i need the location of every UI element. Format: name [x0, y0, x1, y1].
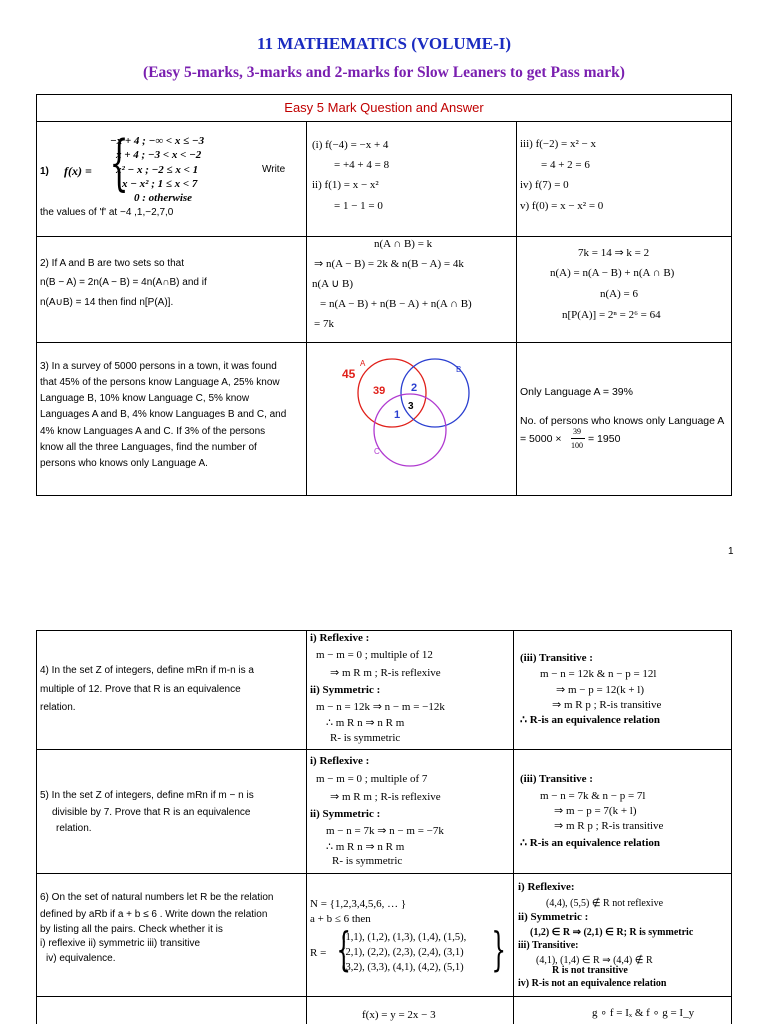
q3-text: 3) In a survey of 5000 persons in a town, it was found — [40, 361, 277, 372]
col-divider — [306, 630, 307, 1024]
row-divider — [36, 749, 732, 750]
page-number: 1 — [728, 546, 734, 557]
q6-text: by listing all the pairs. Check whether it is — [40, 924, 223, 935]
q6-right: ii) Symmetric : — [518, 911, 589, 923]
q2-answer: n(A) = n(A − B) + n(A ∩ B) — [550, 267, 675, 279]
q6-mid: a + b ≤ 6 then — [310, 913, 371, 925]
col-divider — [306, 121, 307, 496]
q3-answer: Only Language A = 39% — [520, 386, 633, 398]
q1-answer: = 4 + 2 = 6 — [541, 159, 590, 171]
q4-mid: i) Reflexive : — [310, 632, 370, 644]
q2-answer: n[P(A)] = 2ⁿ = 2⁶ = 64 — [562, 309, 661, 321]
q4-mid: m − n = 12k ⇒ n − m = −12k — [316, 701, 445, 713]
q3-text: Language B, 10% know Language C, 5% know — [40, 393, 250, 404]
q5-text: relation. — [56, 823, 92, 834]
q5-mid: ∴ m R n ⇒ n R m — [326, 841, 405, 853]
venn-diagram — [310, 348, 510, 494]
q4-mid: ∴ m R n ⇒ n R m — [326, 717, 405, 729]
q6-right: (1,2) ∈ R ⇒ (2,1) ∈ R; R is symmetric — [530, 927, 694, 938]
q6-text: iv) equivalence. — [46, 953, 116, 964]
q5-mid: m − n = 7k ⇒ n − m = −7k — [326, 825, 444, 837]
q5-right: m − n = 7k & n − p = 7l — [540, 790, 646, 802]
q5-right: (iii) Transitive : — [520, 773, 593, 785]
q6-left-brace: { — [336, 922, 351, 976]
q4-mid: m − m = 0 ; multiple of 12 — [316, 649, 433, 661]
q1-case: x² − x ; −2 ≤ x < 1 — [116, 164, 199, 176]
q2-answer: 7k = 14 ⇒ k = 2 — [578, 247, 650, 259]
q1-write: Write — [262, 164, 286, 175]
venn-label-b: B — [456, 365, 462, 374]
q5-text: divisible by 7. Prove that R is an equivalence — [52, 807, 251, 818]
q3-text: 4% know Languages A and C. If 3% of the persons — [40, 426, 266, 437]
q6-right: i) Reflexive: — [518, 881, 575, 893]
row-divider — [36, 996, 732, 997]
venn-value-1: 1 — [394, 409, 401, 421]
q5-mid: ⇒ m R m ; R-is reflexive — [330, 791, 441, 803]
q3-fraction-denominator: 100 — [571, 441, 583, 450]
q4-right: (iii) Transitive : — [520, 652, 593, 664]
q1-answer: (i) f(−4) = −x + 4 — [312, 139, 389, 151]
q3-answer: = 1950 — [588, 433, 621, 445]
q2-text: 2) If A and B are two sets so that — [40, 258, 184, 269]
q5-text: 5) In the set Z of integers, define mRn if m − n is — [40, 790, 254, 801]
q6-pairs: (3,2), (3,3), (4,1), (4,2), (5,1) — [342, 962, 464, 973]
q6-right: iv) R-is not an equivalence relation — [518, 978, 667, 989]
q4-text: multiple of 12. Prove that R is an equivalence — [40, 684, 241, 695]
q4-mid: ⇒ m R m ; R-is reflexive — [330, 667, 441, 679]
q6-right: (4,4), (5,5) ∉ R not reflexive — [546, 898, 664, 909]
q4-mid: R- is symmetric — [330, 732, 401, 744]
q6-mid: R = — [310, 947, 327, 959]
q1-answer: v) f(0) = x − x² = 0 — [520, 200, 604, 212]
q5-mid: m − m = 0 ; multiple of 7 — [316, 773, 428, 785]
q1-number: 1) — [40, 166, 49, 177]
q6-pairs: (2,1), (2,2), (2,3), (2,4), (3,1) — [342, 947, 464, 958]
q2-answer: n(A) = 6 — [600, 288, 638, 300]
q7-mid: f(x) = y = 2x − 3 — [362, 1009, 436, 1021]
q4-right: m − n = 12k & n − p = 12l — [540, 668, 657, 680]
q4-text: relation. — [40, 702, 76, 713]
q3-text: persons who knows only Language A. — [40, 458, 208, 469]
q1-tail: the values of 'f' at −4 ,1,−2,7,0 — [40, 207, 174, 218]
row-divider — [36, 873, 732, 874]
col-divider — [513, 630, 514, 1024]
q1-answer: iii) f(−2) = x² − x — [520, 138, 596, 150]
col-divider — [516, 121, 517, 496]
table-heading: Easy 5 Mark Question and Answer — [284, 100, 484, 115]
q5-right: ⇒ m − p = 7(k + l) — [554, 805, 637, 817]
q2-answer: n(A ∩ B) = k — [374, 238, 433, 250]
q1-answer: iv) f(7) = 0 — [520, 179, 569, 191]
q3-answer: No. of persons who knows only Language A — [520, 415, 725, 427]
q4-mid: ii) Symmetric : — [310, 684, 381, 696]
q2-answer: n(A ∪ B) — [312, 278, 354, 290]
q6-right: (4,1), (1,4) ∈ R ⇒ (4,4) ∉ R — [536, 955, 653, 966]
q5-mid: i) Reflexive : — [310, 755, 370, 767]
q4-right: ∴ R-is an equivalence relation — [520, 714, 661, 726]
q2-text: n(A∪B) = 14 then find n[P(A)]. — [40, 297, 174, 308]
q6-right: R is not transitive — [552, 965, 628, 976]
q6-text: i) reflexive ii) symmetric iii) transitive — [40, 938, 201, 949]
q3-text: that 45% of the persons know Language A, 25% know — [40, 377, 280, 388]
q7-right: g ∘ f = Iₓ & f ∘ g = I_y — [592, 1007, 695, 1019]
q4-text: 4) In the set Z of integers, define mRn if m-n is a — [40, 665, 254, 676]
q1-function: f(x) = — [64, 164, 92, 178]
q6-text: defined by aRb if a + b ≤ 6 . Write down the relation — [40, 909, 268, 920]
q5-mid: R- is symmetric — [332, 855, 403, 867]
q4-right: ⇒ m R p ; R-is transitive — [552, 699, 662, 711]
q5-right: ⇒ m R p ; R-is transitive — [554, 820, 664, 832]
q6-text: 6) On the set of natural numbers let R be the relation — [40, 892, 274, 903]
q2-answer: = 7k — [314, 318, 334, 330]
q2-text: n(B − A) = 2n(A − B) = 4n(A∩B) and if — [40, 277, 207, 288]
q3-fraction-numerator: 39 — [573, 427, 581, 436]
q2-answer: ⇒ n(A − B) = 2k & n(B − A) = 4k — [314, 258, 464, 270]
q6-right-brace: } — [491, 922, 506, 976]
venn-label-a: A — [360, 359, 366, 368]
venn-value-3: 3 — [408, 401, 414, 412]
venn-value-39: 39 — [373, 385, 386, 397]
q1-brace: { — [109, 128, 129, 198]
q1-case: x − x² ; 1 ≤ x < 7 — [122, 178, 198, 190]
venn-value-45: 45 — [342, 367, 356, 381]
page-subtitle: (Easy 5-marks, 3-marks and 2-marks for Slow Leaners to get Pass mark) — [143, 64, 625, 81]
venn-label-c: C — [374, 447, 380, 456]
q3-text: know all the three Languages, find the number of — [40, 442, 257, 453]
q1-answer: ii) f(1) = x − x² — [312, 179, 379, 191]
q5-mid: ii) Symmetric : — [310, 808, 381, 820]
row-divider — [36, 121, 732, 122]
q4-right: ⇒ m − p = 12(k + l) — [556, 684, 645, 696]
row-divider — [36, 342, 732, 343]
q6-pairs: (1,1), (1,2), (1,3), (1,4), (1,5), — [342, 932, 467, 943]
q1-case: −x + 4 ; −∞ < x ≤ −3 — [110, 135, 205, 147]
q1-case: 0 : otherwise — [134, 192, 193, 204]
q1-answer: = +4 + 4 = 8 — [334, 159, 390, 171]
q6-mid: N = {1,2,3,4,5,6, … } — [310, 898, 407, 910]
venn-value-2: 2 — [411, 382, 418, 394]
q1-answer: = 1 − 1 = 0 — [334, 200, 383, 212]
q3-answer: = 5000 × — [520, 433, 562, 445]
q1-case: x + 4 ; −3 < x < −2 — [116, 149, 202, 161]
q5-right: ∴ R-is an equivalence relation — [520, 837, 661, 849]
page-title: 11 MATHEMATICS (VOLUME-I) — [256, 34, 512, 53]
q6-right: iii) Transitive: — [518, 940, 579, 951]
q2-answer: = n(A − B) + n(B − A) + n(A ∩ B) — [320, 298, 472, 310]
q3-text: Languages A and B, 4% know Languages B and C, and — [40, 409, 287, 420]
